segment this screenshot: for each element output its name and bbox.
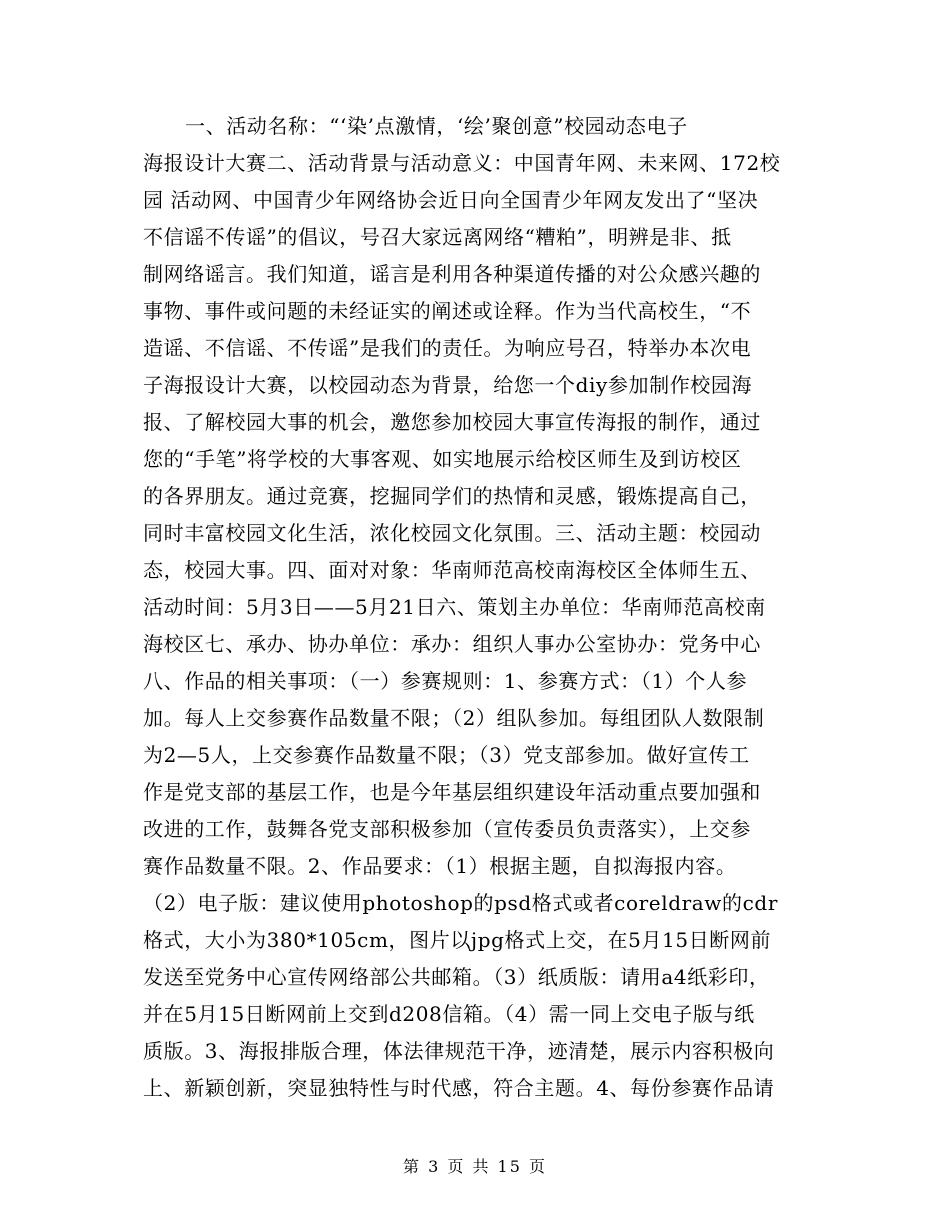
text-line: 一、活动名称：“‘染’点激情，‘绘’聚创意”校园动态电子 xyxy=(185,114,688,138)
text-line: 质版。3、海报排版合理，体法律规范干净，迹清楚，展示内容积极向 xyxy=(143,1039,775,1063)
text-line: 并在5月15日断网前上交到d208信箱。（4）需一同上交电子版与纸 xyxy=(143,1002,755,1026)
text-line: 格式，大小为380*105cm，图片以jpg格式上交，在5月15日断网前 xyxy=(143,928,772,952)
text-line: 同时丰富校园文化生活，浓化校园文化氛围。三、活动主题：校园动 xyxy=(143,521,761,545)
text-line: 的各界朋友。通过竞赛，挖掘同学们的热情和灵感，锻炼提高自己， xyxy=(143,484,761,508)
text-line: （2）电子版：建议使用photoshop的psd格式或者coreldraw的cdr xyxy=(143,891,778,915)
text-line: 改进的工作，鼓舞各党支部积极参加（宣传委员负责落实），上交参 xyxy=(143,817,751,841)
text-line: 上、新颖创新，突显独特性与时代感，符合主题。4、每份参赛作品请 xyxy=(143,1076,775,1100)
text-line: 制网络谣言。我们知道，谣言是利用各种渠道传播的对公众感兴趣的 xyxy=(143,262,761,286)
body-text xyxy=(143,108,808,1107)
text-line: 作是党支部的基层工作，也是今年基层组织建设年活动重点要加强和 xyxy=(143,780,761,804)
text-line: 八、作品的相关事项：（一）参赛规则：1、参赛方式：（1）个人参 xyxy=(143,669,748,693)
text-line: 态，校园大事。四、面对对象：华南师范高校南海校区全体师生五、 xyxy=(143,558,761,582)
text-line: 报、了解校园大事的机会，邀您参加校园大事宣传海报的制作，通过 xyxy=(143,410,761,434)
text-line: 事物、事件或问题的未经证实的阐述或诠释。作为当代高校生，“不 xyxy=(143,299,752,323)
text-line: 不信谣不传谣”的倡议，号召大家远离网络“糟粕”，明辨是非、抵 xyxy=(143,225,732,249)
page-number-footer: 第 3 页 共 15 页 xyxy=(403,1157,547,1176)
text-line: 海校区七、承办、协办单位：承办：组织人事办公室协办：党务中心 xyxy=(143,632,761,656)
text-line: 海报设计大赛二、活动背景与活动意义：中国青年网、未来网、172校 xyxy=(143,151,781,175)
text-line: 赛作品数量不限。2、作品要求：（1）根据主题，自拟海报内容。 xyxy=(143,854,737,878)
text-line: 造谣、不信谣、不传谣”是我们的责任。为响应号召，特举办本次电 xyxy=(143,336,752,360)
text-line: 子海报设计大赛，以校园动态为背景，给您一个diy参加制作校园海 xyxy=(143,373,753,397)
text-line: 为2—5人，上交参赛作品数量不限；（3）党支部参加。做好宣传工 xyxy=(143,743,750,767)
text-line: 您的“手笔”将学校的大事客观、如实地展示给校区师生及到访校区 xyxy=(143,447,742,471)
text-line: 发送至党务中心宣传网络部公共邮箱。（3）纸质版：请用a4纸彩印， xyxy=(143,965,770,989)
text-line: 活动时间：5月3日——5月21日六、策划主办单位：华南师范高校南 xyxy=(143,595,766,619)
text-line: 园 活动网、中国青少年网络协会近日向全国青少年网友发出了“坚决 xyxy=(143,188,759,212)
text-line: 加。每人上交参赛作品数量不限；（2）组队参加。每组团队人数限制 xyxy=(143,706,765,730)
